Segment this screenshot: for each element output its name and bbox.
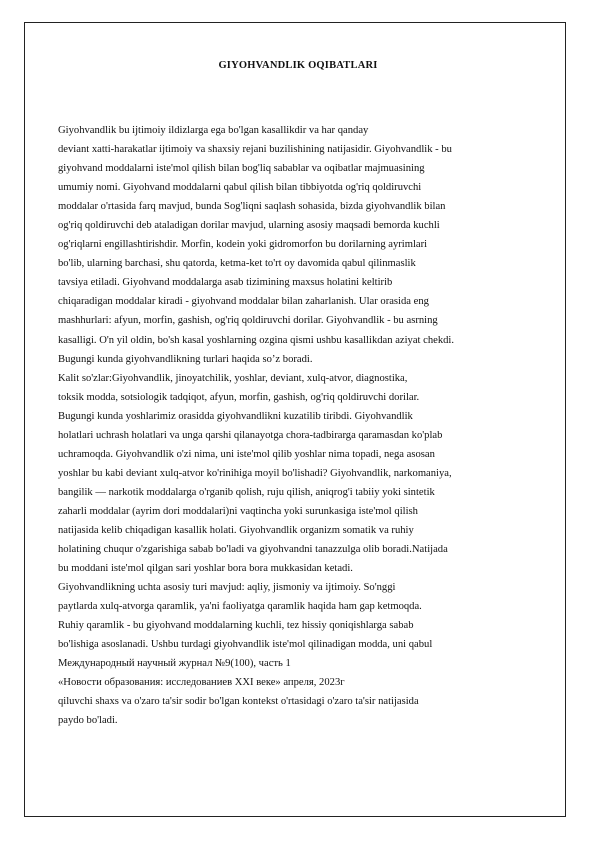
text-line: moddalar o'rtasida farq mavjud, bunda Sog'liqni saqlash sohasida, bizda giyohvandlik bilan: [58, 201, 446, 213]
text-line: paytlarda xulq-atvorga qaramlik, ya'ni faoliyatga qaramlik haqida ham gap ketmoqda.: [58, 601, 422, 613]
text-line: yoshlar bu kabi deviant xulq-atvor ko'rinihiga moyil bo'lishadi? Giyohvandlik, narkomaniya,: [58, 467, 452, 479]
text-line: holatining chuqur o'zgarishiga sabab bo'ladi va giyohvandni tanazzulga olib boradi.Natijada: [58, 544, 448, 556]
text-line: zaharli moddalar (ayrim dori moddalari)ni vaqtincha yoki surunkasiga iste'mol qilish: [58, 505, 418, 517]
text-line: umumiy nomi. Giyohvand moddalarni qabul qilish bilan tibbiyotda og'riq qoldiruvchi: [58, 182, 422, 194]
keywords-line: toksik modda, sotsiologik tadqiqot, afyun, morfin, gashish, og'riq qoldiruvchi dorilar.: [58, 391, 420, 403]
text-line: Bugungi kunda yoshlarimiz orasidda giyohvandlikni kuzatilib tiribdi. Giyohvandlik: [58, 410, 413, 422]
text-line: Bugungi kunda giyohvandlikning turlari haqida so’z boradi.: [58, 353, 313, 365]
text-line: mashhurlari: afyun, morfin, gashish, og'riq qoldiruvchi dorilar. Giyohvandlik - bu asrning: [58, 315, 438, 327]
text-line: bo'lib, ularning barchasi, shu qatorda, ketma-ket to'rt oy davomida qabul qilinmaslik: [58, 258, 416, 270]
text-line: bo'lishiga asoslanadi. Ushbu turdagi giyohvandlik iste'mol qilinadigan modda, uni qabul: [58, 639, 433, 651]
text-line: natijasida kelib chiqadigan kasallik holati. Giyohvandlik organizm somatik va ruhiy: [58, 524, 414, 536]
text-line: Ruhiy qaramlik - bu giyohvand moddalarning kuchli, tez hissiy qoniqishlarga sabab: [58, 620, 414, 632]
text-line: bu moddani iste'mol qilgan sari yoshlar bora bora mukkasidan ketadi.: [58, 563, 353, 575]
text-line: holatlari uchrash holatlari va unga qarshi qilanayotga chora-tadbirarga qaramasdan ko'plab: [58, 429, 443, 441]
text-line: bangilik — narkotik moddalarga o'rganib qolish, ruju qilish, aniqrog'i tabiiy yoki sintetik: [58, 486, 435, 498]
text-line: og'riqlarni engillashtirishdir. Morfin, kodein yoki gidromorfon bu dorilarning ayrimlari: [58, 239, 428, 251]
text-line: giyohvand moddalarni iste'mol qilish bilan bog'liq sabablar va oqibatlar majmuasining: [58, 163, 425, 175]
text-line: uchramoqda. Giyohvandlik o'zi nima, uni iste'mol qilib yoshlar nima topadi, nega asosan: [58, 448, 435, 460]
text-line: kasalligi. O'n yil oldin, bo'sh kasal yoshlarning ozgina qismi ushbu kasallikdan aziyat chekdi.: [58, 334, 455, 346]
journal-line: Международный научный журнал №9(100), часть 1: [58, 658, 291, 670]
journal-line: «Новости образования: исследованиев XXI веке» апреля, 2023г: [58, 677, 345, 689]
keywords-line: Kalit so'zlar:Giyohvandlik, jinoyatchilik, yoshlar, deviant, xulq-atvor, diagnostika,: [58, 372, 408, 384]
text-line: chiqaradigan moddalar kiradi - giyohvand moddalar bilan zaharlanish. Ular orasida eng: [58, 296, 429, 308]
text-line: tavsiya etiladi. Giyohvand moddalarga asab tizimining maxsus holatini keltirib: [58, 277, 393, 289]
text-line: og'riq qoldiruvchi deb ataladigan dorilar mavjud, ularning asosiy maqsadi bemorda kuchli: [58, 220, 440, 232]
text-line: Giyohvandlikning uchta asosiy turi mavjud: aqliy, jismoniy va ijtimoiy. So'nggi: [58, 582, 396, 594]
text-line: qiluvchi shaxs va o'zaro ta'sir sodir bo'lgan kontekst o'rtasidagi o'zaro ta'sir natijasida: [58, 696, 419, 708]
text-line: paydo bo'ladi.: [58, 715, 118, 727]
body-text: [58, 121, 544, 731]
text-line: deviant xatti-harakatlar ijtimoiy va shaxsiy rejani buzilishining natijasidir. Giyohvandlik - bu: [58, 144, 452, 156]
document-title: GIYOHVANDLIK OQIBATLARI: [218, 60, 378, 71]
text-line: Giyohvandlik bu ijtimoiy ildizlarga ega bo'lgan kasallikdir va har qanday: [58, 125, 369, 136]
